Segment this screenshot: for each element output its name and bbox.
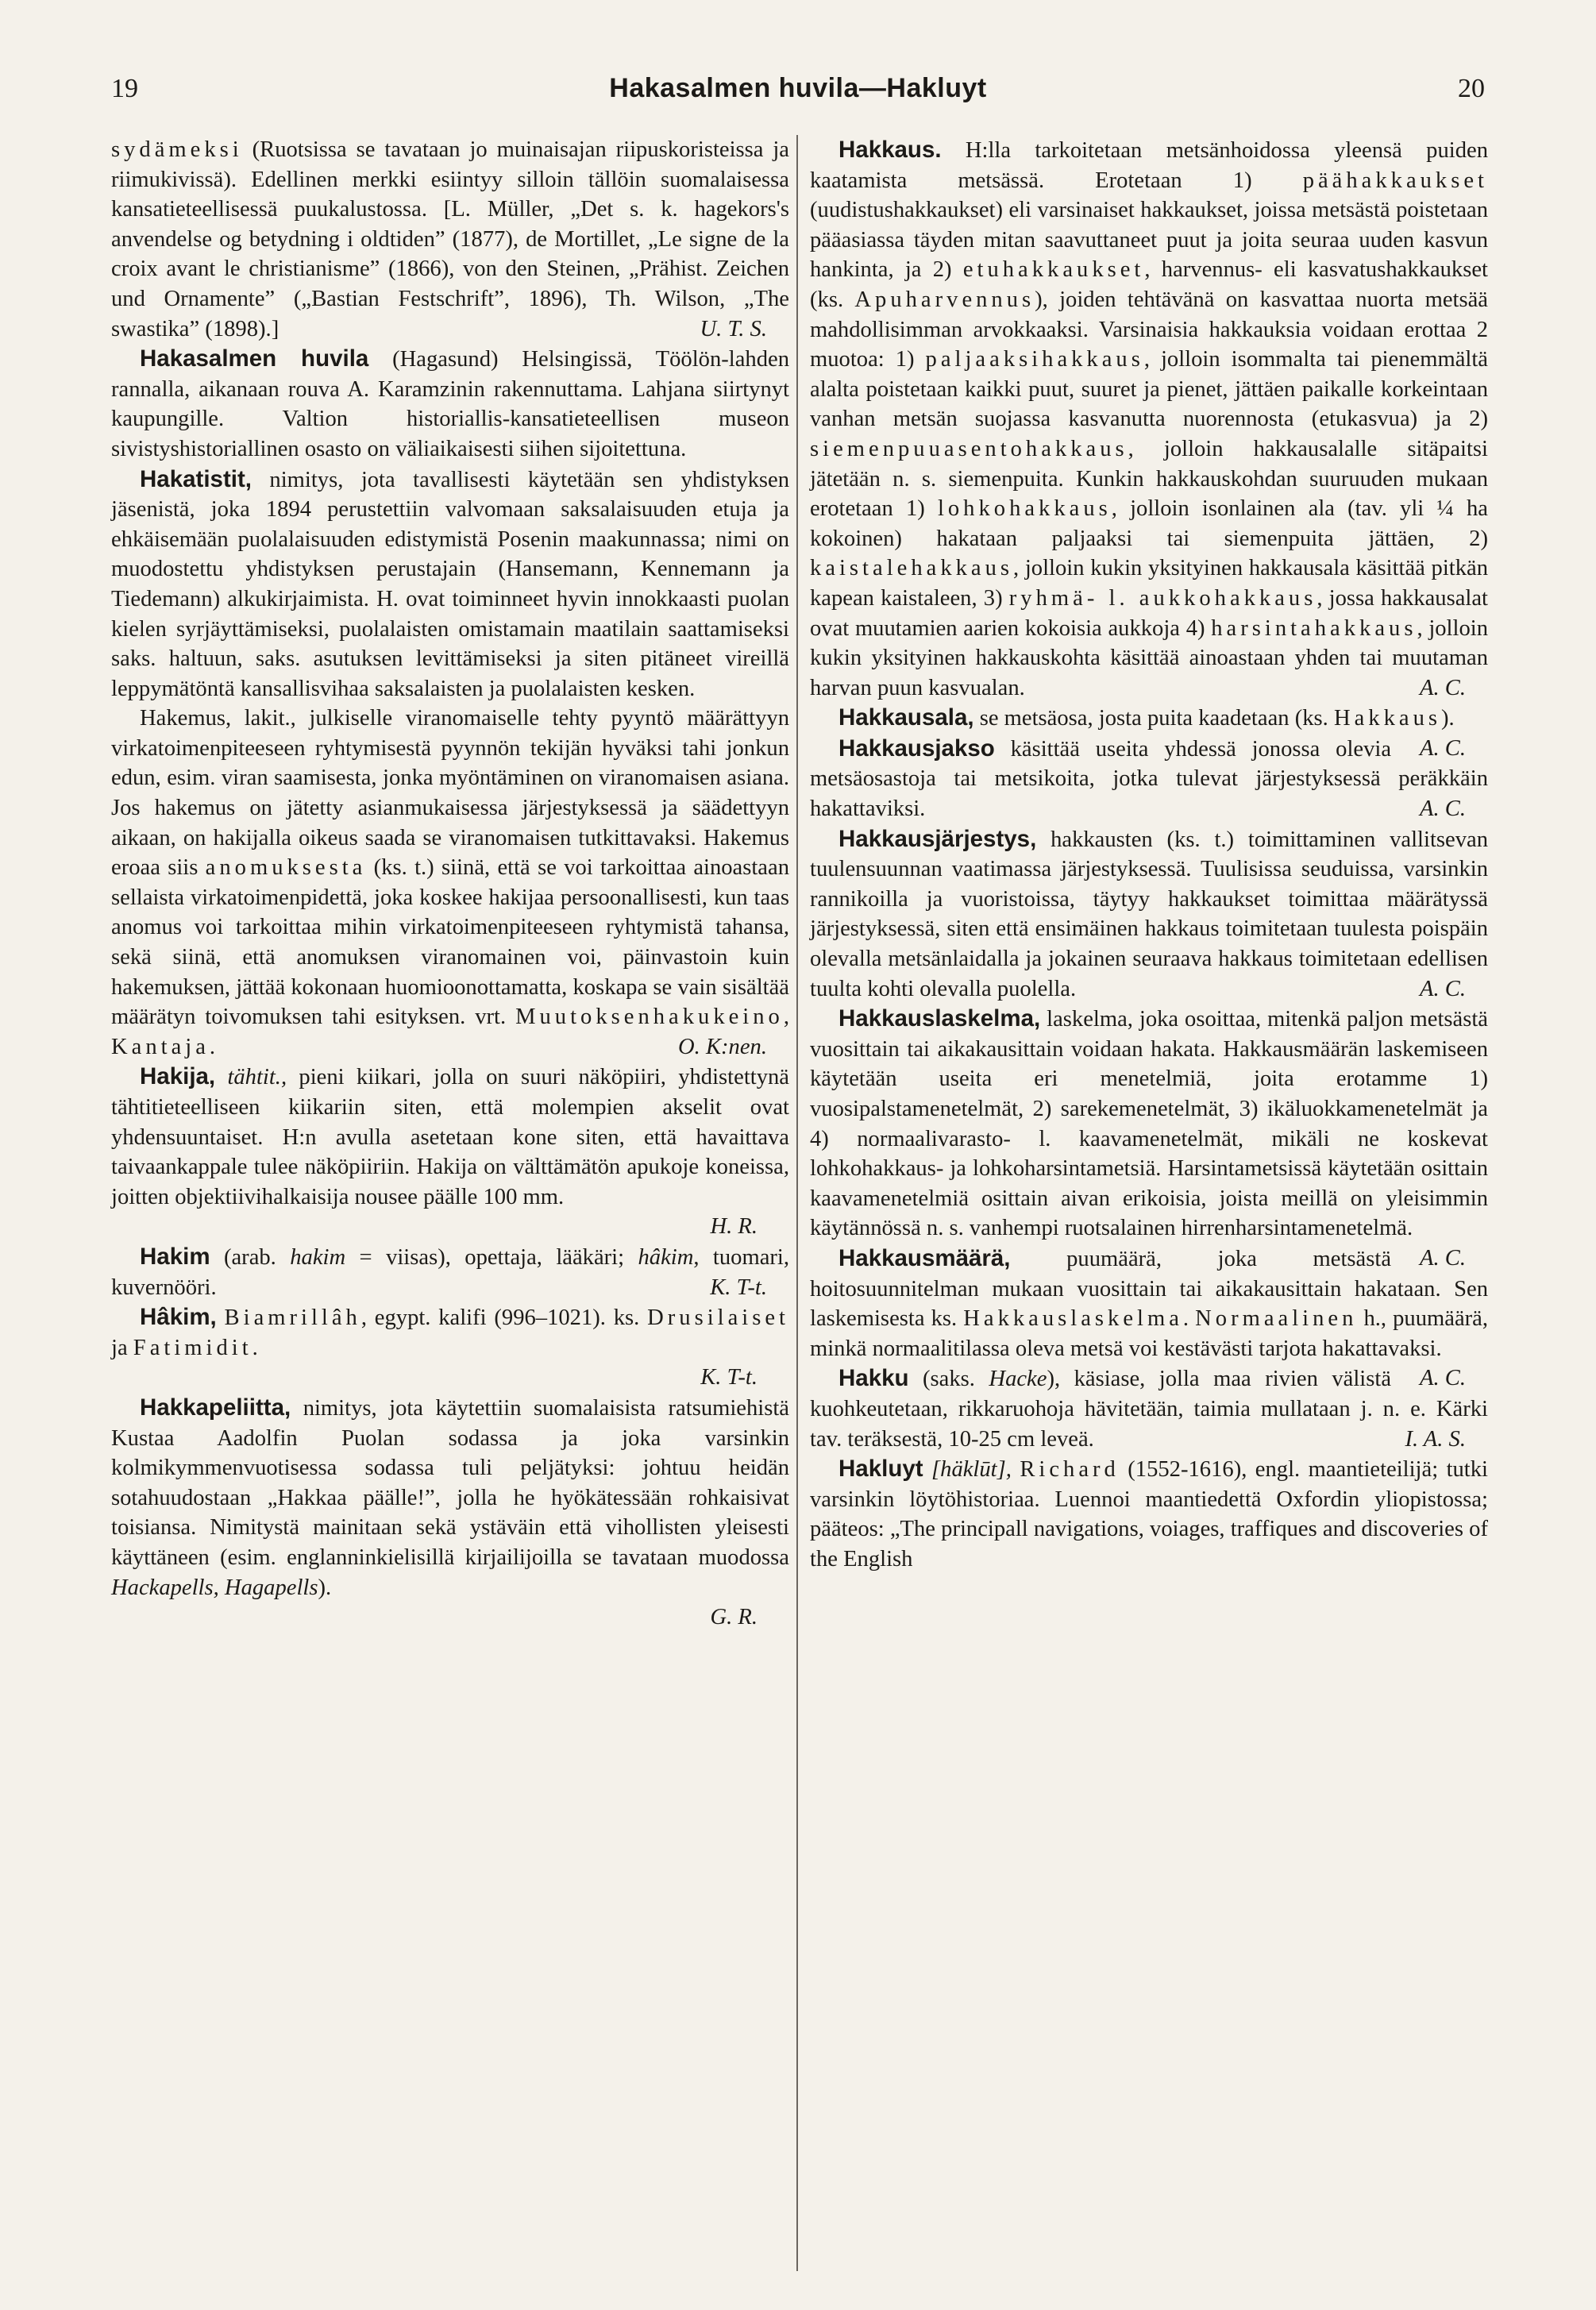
entry-headword: Hakasalmen huvila	[140, 345, 369, 372]
entry-hakkapeliitta	[111, 1393, 789, 1633]
spaced-term: Normaalinen	[1195, 1306, 1358, 1332]
entry-text: Hakemus, lakit., julkiselle viranomaiselle tehty pyyntö määrättyyn virkatoimenpiteeseen ryhtymisestä pyynnön tekijän hyväksi tahi jonkun edun, esim. viran saamisesta, jonka myöntäminen on viranomaisen asiana. Jos hakemus on jätetty asianmukaisessa järjestyksessä ja säädettyyn aikaan, on hakijalla oikeus saada se viranomaisen tutkittavaksi. Hakemus eroaa siis	[111, 706, 789, 881]
entry-hakatistit	[111, 465, 789, 704]
entry-hakemus: Hakemus, lakit., julkiselle viranomaiselle tehty pyyntö määrättyyn virkatoimenpiteeseen ryhtymisestä pyynnön tekijän hyväksi tahi jonkun edun, esim. viran saamisesta, jonka myöntäminen on viranomaisen asiana. Jos hakemus on jätetty asianmukaisessa järjestyksessä ja säädettyyn aikaan, on hakijalla oikeus saada se viranomaisen tutkittavaksi. Hakemus eroaa siis anomuksesta (ks. t.) siinä, että se voi tarkoittaa ainoastaan sellaista virkatoimenpidettä, joka koskee hakijaa persoonallisesti, kun taas anomus voi tarkoittaa mihin virkatoimenpiteeseen ryhtymistä tahansa, sekä siinä, että anomuksen viranomainen voi, päinvastoin kuin hakemuksen, jättää kokonaan huomioonottamatta, koskapa se vain sisältää määrätyn toivomuksen tahi esityksen. vrt. Muutoksenhakukeino, Kantaja. O. K:nen.	[111, 704, 789, 1062]
entry-hakija	[111, 1062, 789, 1242]
entry-hakasalmen-huvila	[111, 344, 789, 464]
entry-signature: K. T-t.	[700, 1365, 758, 1390]
entry-headword: Hâkim,	[140, 1304, 217, 1331]
entry-text: käsittää useita yhdessä jonossa olevia metsäosastoja tai metsikoita, jotka tulevat järjestyksessä peräkkäin hakattaviksi.	[810, 736, 1488, 822]
spaced-term: paljaaksihakkaus	[925, 347, 1144, 372]
entry-signature: O. K:nen.	[678, 1034, 767, 1059]
spaced-term: Hakkauslaskelma	[963, 1306, 1183, 1332]
entry-hakim-biamrillah: Hâkim, Biamrillâh, egypt. kalifi (996–1021). ks. Drusilaiset ja Fatimidit. K. T-t.	[111, 1302, 789, 1393]
entry-text: , jolloin isonlainen ala (tav. yli ¼ ha kokoinen) hakataan paljaaksi tai siemenpuita jättäen, 2)	[810, 496, 1489, 551]
spaced-term: anomuksesta	[205, 855, 367, 881]
spaced-term: päähakkaukset	[1302, 168, 1488, 193]
entry-signature: A. C.	[1420, 1245, 1466, 1271]
entry-headword: Hakkauslaskelma,	[838, 1005, 1041, 1032]
entry-hakkaus	[810, 135, 1488, 703]
entry-signature: A. C.	[1420, 735, 1466, 761]
entry-signature: I. A. S.	[1405, 1426, 1466, 1452]
spaced-term: siemenpuuasentohakkaus	[810, 436, 1128, 461]
spaced-term: Richard	[1020, 1457, 1120, 1483]
entry-text: hakkausten (ks. t.) toimittaminen vallitsevan tuulensuunnan vaatimassa järjestyksessä. Tuulisissa seuduissa, varsinkin rannikoilla ja vuoristoissa, täytyy hakkaukset toimittaa määrätyssä järjestyksessä, siten että ensimäinen hakkaus toimitetaan tuulesta poispäin olevalla metsänlaidalla ja jokainen seuraava hakkaus toimitetaan edellisen tuulta kohti olevalla puolella.	[810, 827, 1488, 1001]
left-column	[111, 135, 789, 1633]
entry-text: ja	[111, 1335, 133, 1360]
entry-text: , harvennus- eli kasvatushakkaukset (ks.	[810, 257, 1488, 312]
entry-text: ).	[1441, 706, 1455, 731]
entry-italic-term: Hackapells, Hagapells	[111, 1575, 318, 1600]
entry-text: se metsäosa, josta puita kaadetaan (ks.	[973, 706, 1334, 731]
spaced-term: sydämeksi	[111, 137, 243, 162]
spaced-term: Biamrillâh	[224, 1305, 361, 1331]
entry-italic-term: hâkim	[638, 1244, 694, 1270]
entry-text: , jolloin kukin yksityinen hakkausala käsittää pitkän kapean kaistaleen, 3)	[810, 556, 1488, 611]
entry-headword: Hakkapeliitta,	[140, 1394, 291, 1421]
entry-signature: G. R.	[710, 1605, 758, 1630]
column-divider	[796, 135, 798, 2271]
entry-signature: A. C.	[1420, 796, 1466, 822]
entry-headword: Hakkausjärjestys,	[838, 825, 1037, 852]
page-number-left: 19	[111, 74, 138, 103]
entry-headword: Hakluyt	[838, 1456, 923, 1483]
spaced-term: Apuharvennus	[854, 287, 1035, 312]
spaced-term: harsintahakkaus	[1211, 615, 1417, 641]
spaced-term: ryhmä- l. aukkohakkaus	[1008, 585, 1317, 611]
entry-pronunciation: [häklūt],	[931, 1457, 1012, 1483]
entry-field-label: tähtit.,	[227, 1065, 287, 1090]
entry-hakim	[111, 1242, 789, 1302]
entry-signature: K. T-t.	[710, 1275, 767, 1300]
entry-hakkausjakso	[810, 734, 1488, 824]
entry-headword: Hakkaus.	[838, 137, 942, 163]
entry-signature: A. C.	[1420, 675, 1466, 700]
entry-text: , jolloin kukin yksityinen hakkauskohta käsittää ainoastaan yhden tai muutaman harvan puun kasvualan.	[810, 615, 1488, 700]
entry-text: (ks. t.) siinä, että se voi tarkoittaa ainoastaan sellaista virkatoimenpidettä, joka koskee hakijaa persoonallisesti, kun taas anomus voi tarkoittaa mihin virkatoimenpiteeseen ryhtymistä tahansa, sekä siinä, että anomuksen viranomainen voi, päinvastoin kuin hakemuksen, jättää kokonaan huomioonottamatta, koskapa se vain sisältää määrätyn toivomuksen tahi esityksen. vrt.	[111, 855, 789, 1030]
entry-text: (Ruotsissa se tavataan jo muinaisajan riipuskoristeissa ja riimukivissä). Edellinen merkki esiintyy silloin tällöin suomalaisessa kansatieteellisessä puukalustossa. [L. Müller, „Det s. k. hagekors's anvendelse og betydning i oldtiden” (1877), de Mortillet, „Le signe de la croix avant le christianisme” (1866), von den Steinen, „Prähist. Zeichen und Ornamente” („Bastian Festschrift”, 1896), Th. Wilson, „The swastika” (1898).]	[111, 137, 789, 341]
entry-hakku	[810, 1363, 1488, 1454]
entry-text: pieni kiikari, jolla on suuri näköpiiri, yhdistettynä tähtitieteelliseen kiikariin siten, että molempien akselit ovat yhdensuuntaiset. H:n avulla asetetaan kone siten, että havaittava taivaankappale tulee näköpiiriin. Hakija on välttämätön apukoje koneissa, joitten objektiivihalkaisija nousee päälle 100 mm.	[111, 1065, 789, 1209]
entry-text: (Hagasund) Helsingissä, Töölön-lahden rannalla, aikanaan rouva A. Karamzinin rakennuttama. Lahjana siirtynyt kaupungille. Valtion historiallis-kansatieteellisen museon sivistyshistoriallinen osasto on väliaikaisesti siihen sijoitettuna.	[111, 347, 789, 461]
running-title: Hakasalmen huvila—Hakluyt	[609, 73, 987, 103]
entry-text: , jolloin isommalta tai pienemmältä alalta poistetaan kaikki puut, suuret ja pienet, jättäen paikalle korkeintaan vanhan metsän suojassa kasvanutta nuorennosta (etukasvua) ja 2)	[810, 347, 1488, 432]
entry-text: (saks.	[908, 1367, 989, 1392]
entry-text: (uudistushakkaukset) eli varsinaiset hakkaukset, joissa metsästä poistetaan pääasiassa täyden mitan saavuttaneet puut ja joita seuraa uuden kasvun hankinta, ja 2)	[810, 198, 1488, 283]
entry-headword: Hakkausala,	[838, 704, 974, 731]
spaced-term: kaistalehakkaus	[810, 556, 1014, 581]
entry-signature: H. R.	[710, 1214, 758, 1240]
entry-hakkauslaskelma	[810, 1004, 1488, 1271]
entry-headword: Hakatistit,	[140, 465, 252, 492]
spaced-term: Fatimidit	[133, 1335, 253, 1360]
entry-signature: A. C.	[1420, 1366, 1466, 1391]
entry-text: , tuomari, kuvernööri.	[111, 1244, 789, 1300]
entry-headword: Hakkausmäärä,	[838, 1244, 1011, 1271]
entry-text: puumäärä, joka metsästä hoitosuunnitelman mukaan vuosittain tai aikakausittain hakataan. Sen laskemisesta ks.	[810, 1246, 1488, 1332]
entry-text: .	[1182, 1306, 1196, 1332]
entry-text: , jossa hakkausalat ovat muutamien aarien kokoisia aukkoja 4)	[810, 585, 1488, 641]
entry-hakkausjarjestys	[810, 824, 1488, 1005]
spaced-term: Muutoksenhakukeino	[515, 1005, 784, 1030]
entry-italic-term: Hacke	[989, 1367, 1047, 1392]
page-header	[111, 73, 1485, 111]
entry-text: (1552-1616), engl. maantieteilijä; tutki varsinkin löytöhistoriaa. Luennoi maantiedettä Oxfordin yliopistossa; pääteos: „The principall navigations, voiages, traffiques and discoveries of the English	[810, 1457, 1488, 1571]
page-number-right: 20	[1458, 74, 1485, 103]
entry-text: , jolloin hakkausalalle sitäpaitsi jätetään n. s. siemenpuita. Kunkin hakkauskohdan suuruuden mukaan erotetaan 1)	[810, 436, 1488, 522]
entry-headword: Hakku	[838, 1365, 909, 1392]
spaced-term: Drusilaiset	[647, 1305, 789, 1331]
spaced-term: Hakkaus	[1333, 706, 1442, 731]
entry-text: nimitys, jota käytettiin suomalaisista ratsumiehistä Kustaa Aadolfin Puolan sodassa ja joka varsinkin kolmikymmenvuotisessa sodassa tuli peljätyksi: johtuu heidän sotahuudostaan „Hakkaa päälle!”, jolla he hyökätessään rohkaisivat toisiansa. Nimitystä mainitaan sekä ystäväin että vihollisten yleisesti käyttäneen (esim. englanninkielisillä kirjailijoilla se tavataan muodossa	[111, 1395, 789, 1570]
entry-text: laskelma, joka osoittaa, mitenkä paljon metsästä vuosittain tai aikakausittain voidaan hakata. Hakkausmäärän laskemiseen käytetään useita eri menetelmiä, joita erotamme 1) vuosipalstamenetelmät, 2) sarekemenetelmät, 3) ikäluokkamenetelmät ja 4) normaalivarasto- l. kaavamenetelmät, mikäli ne koskevat lohkohakkaus- ja lohkoharsintametsiä. Harsintametsissä käytetään osittain kaavamenetelmiä osittain aivan erikoisia, joista meillä on yleisimmin käytännössä n. s. vanhempi ruotsalainen hirrenharsintamenetelmä.	[810, 1007, 1488, 1241]
entry-text: H:lla tarkoitetaan metsänhoidossa yleensä puiden kaatamista metsässä. Erotetaan 1)	[810, 138, 1488, 193]
entry-headword: Hakkausjakso	[838, 735, 995, 762]
entry-hakluyt	[810, 1454, 1488, 1574]
spaced-term: etuhakkaukset	[962, 257, 1145, 283]
entry-text: ), joiden tehtävänä on kasvattaa nuorta metsää mahdollisimman arvokkaaksi. Varsinaisia hakkauksia voidaan erottaa 2 muotoa: 1)	[810, 287, 1488, 372]
entry-signature: U. T. S.	[700, 316, 767, 341]
entry-italic-term: hakim	[290, 1244, 346, 1270]
entry-text: nimitys, jota tavallisesti käytetään sen yhdistyksen jäsenistä, joka 1894 perustettiin valvomaan saksalaisuuden etuja ja ehkäisemään puolalaisuuden edistymistä Posenin maakunnassa; nimi on muodostettu yhdistyksen perustajain (Hansemann, Kennemann ja Tiedemann) alkukirjaimista. H. ovat toiminneet hyvin innokkaasti puolan kielen syrjäyttämiseksi, puolalaisten omistamain maatilain saattamiseksi saks. haltuun, saks. asutuksen levittämiseksi ja siten pitäneet vireillä leppymätöntä kansallisvihaa saksalaisten ja puolalaisten kesken.	[111, 467, 789, 701]
entry-text: , egypt. kalifi (996–1021). ks.	[360, 1305, 648, 1331]
entry-text: ).	[318, 1575, 332, 1600]
entry-text: h., puumäärä, minkä normaalitilassa oleva metsä voi kestävästi tarjota hakattavaksi.	[810, 1306, 1489, 1361]
entry-text: (arab.	[210, 1244, 291, 1270]
entry-text: ), käsiase, jolla maa rivien välistä kuohkeutetaan, rikkaruohoja hävitetään, taimia mullataan j. n. e. Kärki tav. teräksestä, 10-25 cm leveä.	[810, 1367, 1488, 1452]
entry-continuation-swastika	[111, 135, 789, 344]
spaced-term: Kantaja	[111, 1034, 210, 1059]
entry-headword: Hakim	[140, 1243, 210, 1270]
entry-signature: A. C.	[1420, 976, 1466, 1001]
entry-text: = viisas), opettaja, lääkäri;	[345, 1244, 638, 1270]
right-column	[810, 135, 1488, 1575]
entry-headword: Hakija,	[140, 1063, 216, 1090]
spaced-term: lohkohakkaus	[937, 496, 1112, 522]
